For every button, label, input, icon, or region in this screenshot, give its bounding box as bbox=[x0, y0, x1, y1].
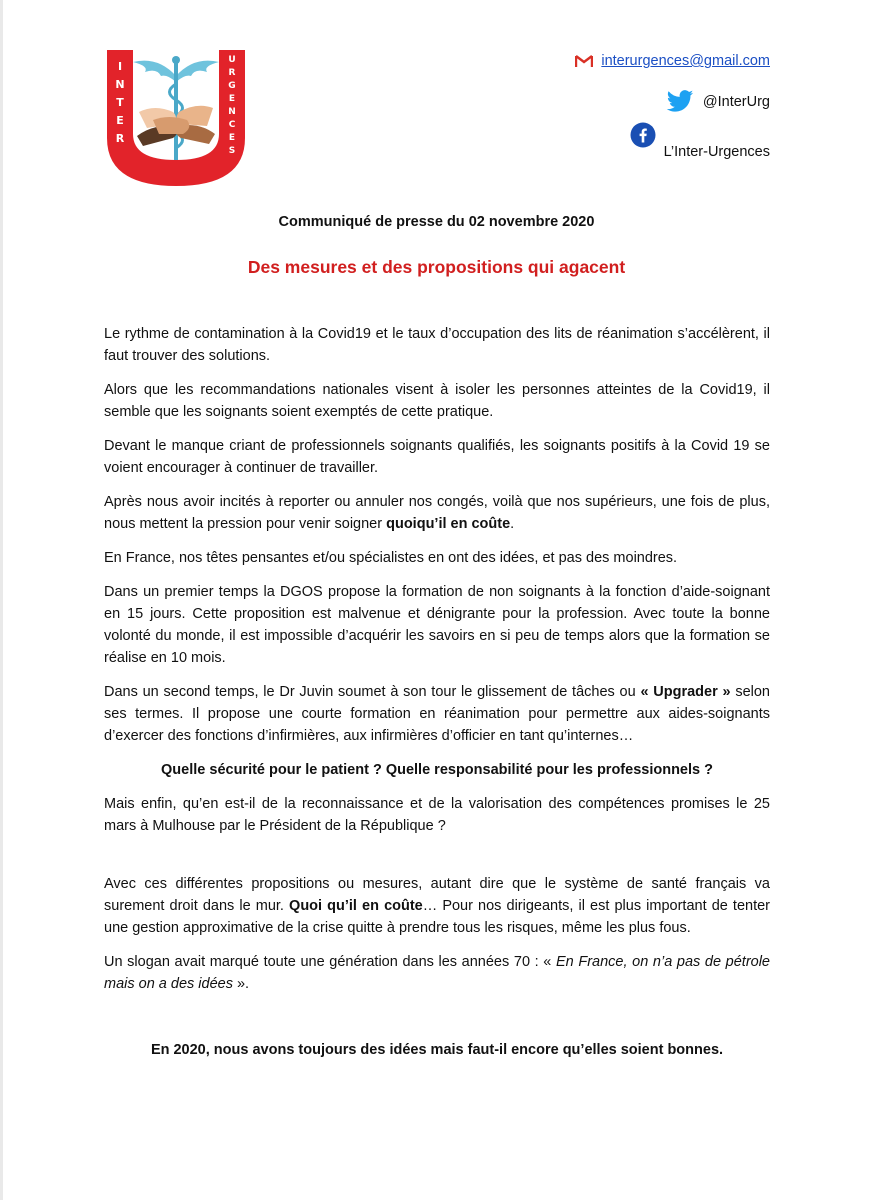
twitter-icon bbox=[665, 90, 695, 114]
body-text bbox=[104, 323, 770, 1073]
paragraph-7: Dans un second temps, le Dr Juvin soumet à son tour le glissement de tâches ou « Upgrader » selon ses termes. Il propose une courte formation en réanimation pour permettre aux aides-soignants d’exercer des fonctions d’infirmières, aux infirmières d’officier en tant qu’internes… bbox=[104, 684, 770, 744]
gmail-icon bbox=[575, 54, 593, 68]
paragraph-6: Dans un premier temps la DGOS propose la formation de non soignants à la fonction d’aide-soignant en 15 jours. Cette proposition est malvenue et dénigrante pour la profession. Avec toute la bonne volonté du monde, il est impossible d’acquérir les savoirs en si peu de temps alors que la formation se réalise en 10 mois. bbox=[104, 584, 770, 666]
email-row bbox=[575, 48, 770, 74]
contacts bbox=[575, 48, 770, 162]
page-title: Des mesures et des propositions qui agacent bbox=[247, 257, 626, 277]
facebook-icon bbox=[630, 122, 656, 148]
email-link[interactable]: interurgences@gmail.com bbox=[601, 53, 770, 69]
paragraph-9: Avec ces différentes propositions ou mesures, autant dire que le système de santé français va surement droit dans le mur. Quoi qu’il en coûte… Pour nos dirigeants, il est plus important de tenter une gestion approximative de la crise quitte à prendre tous les risques, même les plus fous. bbox=[104, 876, 770, 936]
svg-text:C: C bbox=[228, 120, 236, 130]
svg-text:T: T bbox=[116, 96, 124, 109]
closing-statement: En 2020, nous avons toujours des idées mais faut-il encore qu’elles soient bonnes. bbox=[150, 1042, 724, 1058]
svg-text:E: E bbox=[228, 94, 236, 104]
paragraph-8: Mais enfin, qu’en est-il de la reconnaissance et de la valorisation des compétences promises le 25 mars à Mulhouse par le Président de la République ? bbox=[104, 796, 770, 834]
inter-urgences-logo bbox=[103, 46, 249, 188]
svg-text:S: S bbox=[228, 146, 236, 156]
twitter-handle[interactable]: @InterUrg bbox=[702, 94, 770, 110]
svg-text:R: R bbox=[228, 68, 236, 78]
svg-text:N: N bbox=[115, 78, 125, 91]
twitter-row bbox=[575, 86, 770, 118]
facebook-row bbox=[575, 128, 770, 162]
press-release-date: Communiqué de presse du 02 novembre 2020 bbox=[278, 214, 595, 230]
paragraph-1: Le rythme de contamination à la Covid19 et le taux d’occupation des lits de réanimation s’accélèrent, il faut trouver des solutions. bbox=[104, 326, 770, 364]
svg-text:R: R bbox=[115, 132, 125, 145]
page-edge bbox=[0, 0, 3, 1200]
question-line: Quelle sécurité pour le patient ? Quelle responsabilité pour les professionnels ? bbox=[161, 762, 713, 778]
svg-text:I: I bbox=[117, 60, 123, 73]
svg-text:E: E bbox=[116, 114, 124, 127]
paragraph-4: Après nous avoir incités à reporter ou annuler nos congés, voilà que nos supérieurs, une fois de plus, nous mettent la pression pour venir soigner quoiqu’il en coûte. bbox=[104, 494, 770, 532]
paragraph-2: Alors que les recommandations nationales visent à isoler les personnes atteintes de la Covid19, il semble que les soignants soient exemptés de cette pratique. bbox=[104, 382, 770, 420]
paragraph-3: Devant le manque criant de professionnels soignants qualifiés, les soignants positifs à la Covid 19 se voient encourager à continuer de travailler. bbox=[104, 438, 770, 476]
paragraph-5: En France, nos têtes pensantes et/ou spécialistes en ont des idées, et pas des moindres. bbox=[104, 550, 678, 566]
svg-text:E: E bbox=[228, 133, 236, 143]
svg-text:G: G bbox=[228, 81, 236, 91]
facebook-page[interactable]: L’Inter-Urgences bbox=[663, 144, 770, 160]
paragraph-10: Un slogan avait marqué toute une génération dans les années 70 : « En France, on n’a pas de pétrole mais on a des idées ». bbox=[104, 954, 770, 992]
svg-text:U: U bbox=[228, 55, 236, 65]
svg-text:N: N bbox=[228, 107, 236, 117]
